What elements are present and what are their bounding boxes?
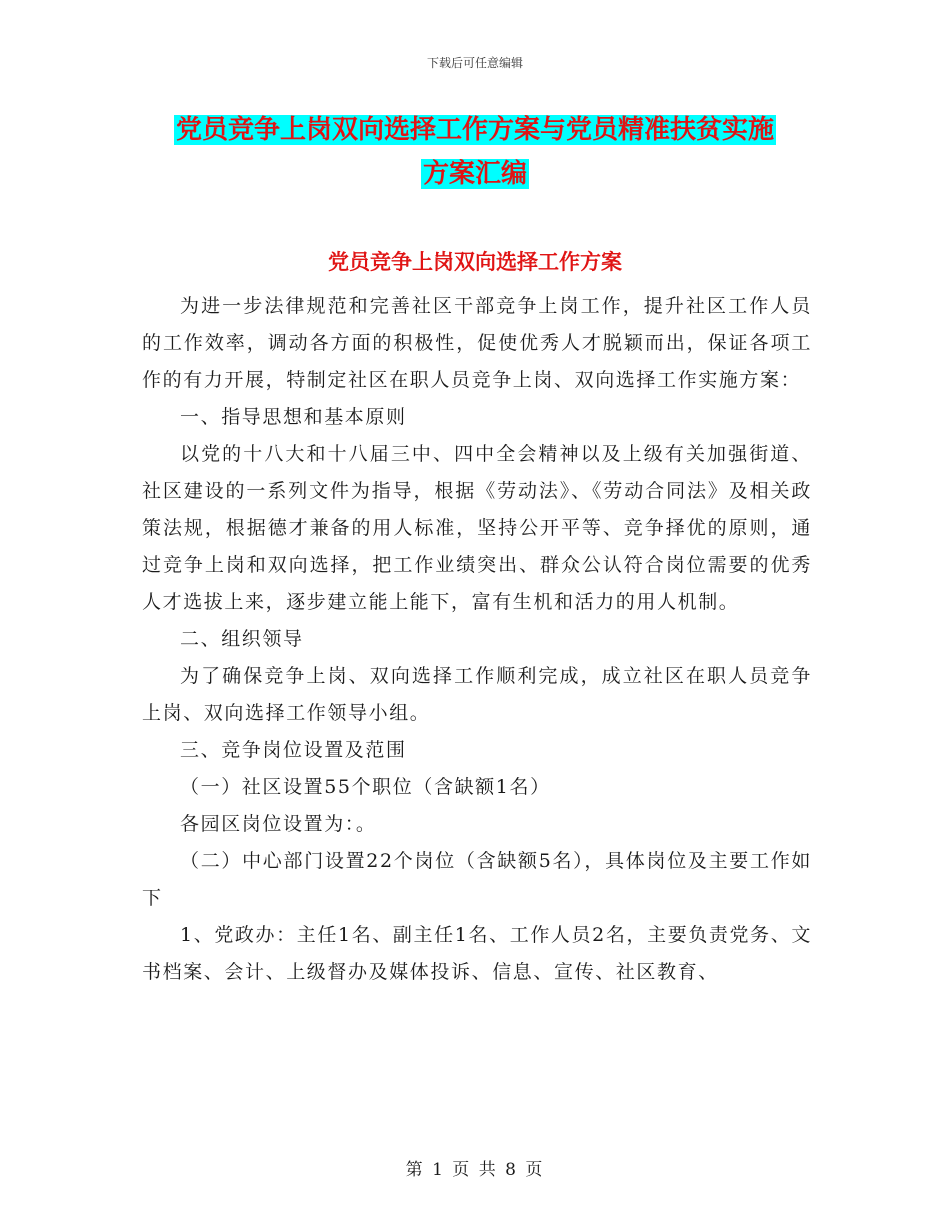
- paragraph: 二、组织领导: [180, 628, 304, 650]
- paragraph: 1、党政办：主任1名、副主任1名、工作人员2名，主要负责党务、文书档案、会计、上级督办及媒体投诉、信息、宣传、社区教育、: [142, 924, 812, 983]
- main-title-line-1: [0, 108, 950, 152]
- paragraph: 为了确保竞争上岗、双向选择工作顺利完成，成立社区在职人员竞争上岗、双向选择工作领导小组。: [142, 665, 812, 724]
- section-title: 党员竞争上岗双向选择工作方案: [328, 250, 622, 274]
- header-note: 下载后可任意编辑: [426, 56, 523, 70]
- main-title-text-2: 方案汇编: [422, 159, 527, 189]
- body-text: [142, 288, 812, 991]
- page-number: 第 1 页 共 8 页: [405, 1160, 545, 1180]
- main-title-text-1: 党员竞争上岗双向选择工作方案与党员精准扶贫实施: [175, 115, 774, 145]
- paragraph: （一）社区设置55个职位（含缺额1名）: [180, 776, 551, 798]
- paragraph: 各园区岗位设置为：。: [180, 813, 377, 835]
- main-title-line-2: [0, 152, 950, 196]
- paragraph: （二）中心部门设置22个岗位（含缺额5名），具体岗位及主要工作如下: [142, 850, 812, 909]
- paragraph: 一、指导思想和基本原则: [180, 406, 407, 428]
- paragraph: 为进一步法律规范和完善社区干部竞争上岗工作，提升社区工作人员的工作效率，调动各方面的积极性，促使优秀人才脱颖而出，保证各项工作的有力开展，特制定社区在职人员竞争上岗、双向选择工作实施方案：: [142, 295, 812, 391]
- paragraph: 三、竞争岗位设置及范围: [180, 739, 407, 761]
- paragraph: 以党的十八大和十八届三中、四中全会精神以及上级有关加强街道、社区建设的一系列文件为指导，根据《劳动法》、《劳动合同法》及相关政策法规，根据德才兼备的用人标准，坚持公开平等、竞争择优的原则，通过竞争上岗和双向选择，把工作业绩突出、群众公认符合岗位需要的优秀人才选拔上来，逐步建立能上能下，富有生机和活力的用人机制。: [142, 443, 812, 613]
